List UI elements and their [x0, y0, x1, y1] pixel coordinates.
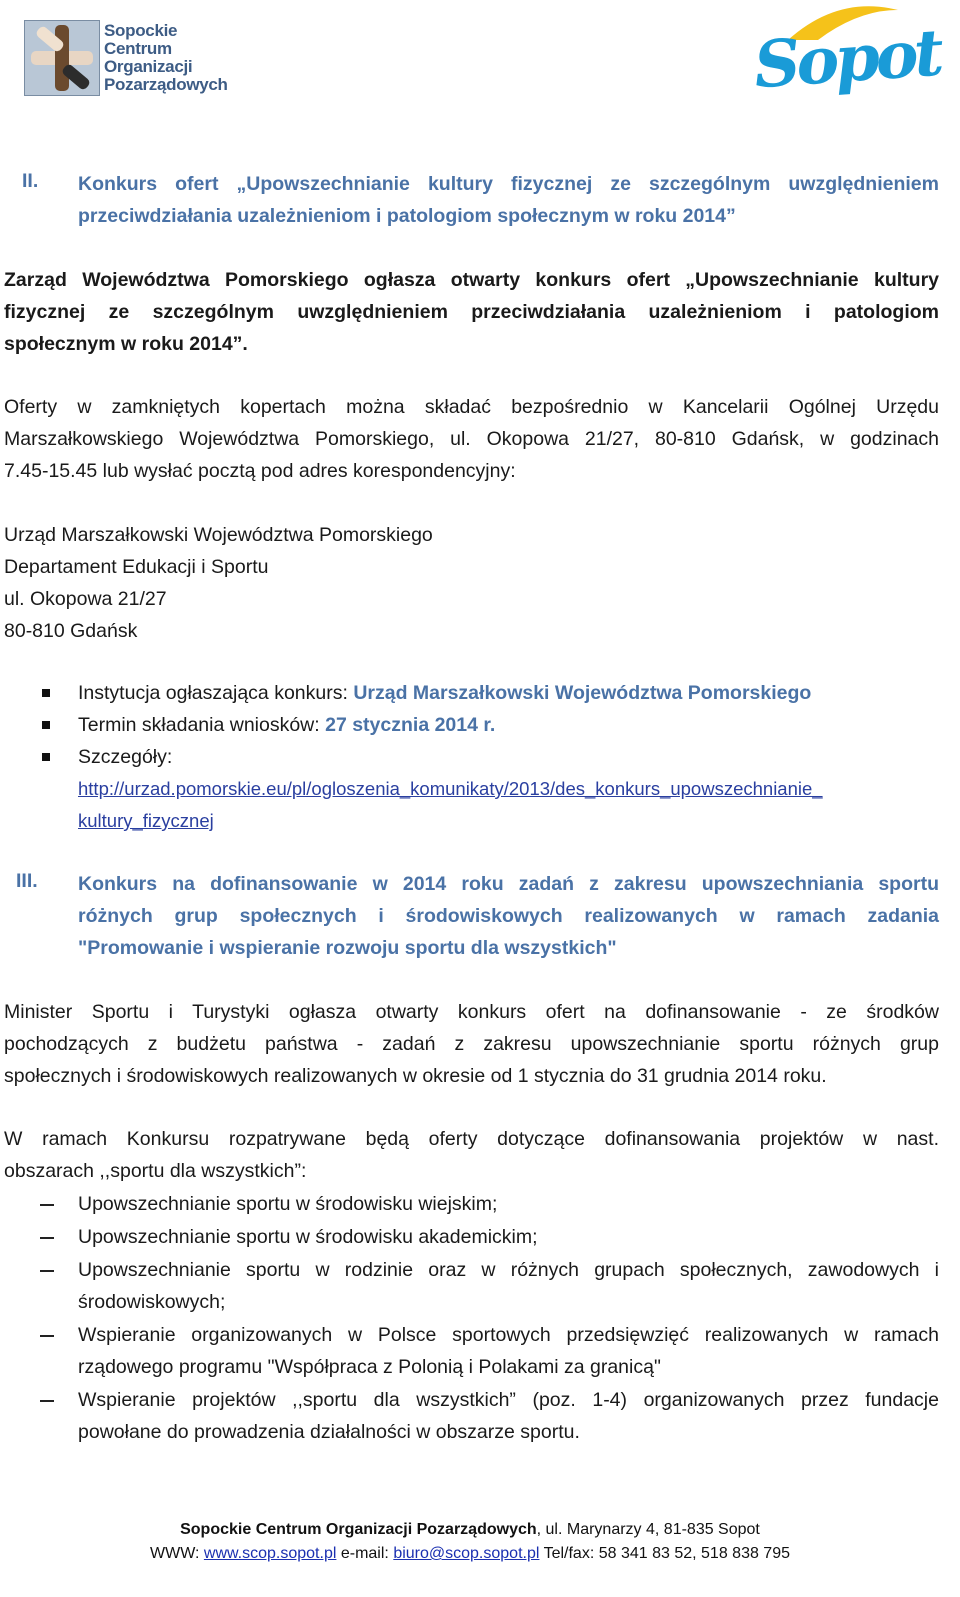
footer-email-label: e-mail:	[336, 1545, 394, 1562]
area-item: Upowszechnianie sportu w środowisku akademickim;	[78, 1226, 538, 1248]
area-item-cont: środowiskowych;	[78, 1291, 226, 1313]
bullet-icon	[42, 689, 50, 697]
section-2-intro-line2: fizycznej ze szczególnym uwzględnieniem przeciwdziałania uzależnieniom i patologiom	[4, 301, 939, 323]
section-2-intro-line1: Zarząd Województwa Pomorskiego ogłasza otwarty konkurs ofert „Upowszechnianie kultury	[4, 269, 939, 291]
footer-address: , ul. Marynarzy 4, 81-835 Sopot	[536, 1521, 760, 1538]
address-line: Departament Edukacji i Sportu	[4, 556, 269, 578]
address-line: ul. Okopowa 21/27	[4, 588, 167, 610]
area-item-cont: rządowego programu "Współpraca z Polonią i Polakami za granicą"	[78, 1356, 661, 1378]
details-label: Szczegóły:	[78, 746, 173, 768]
section-3-intro-line1: Minister Sportu i Turystyki ogłasza otwarty konkurs ofert na dofinansowanie - ze środków	[4, 1001, 939, 1023]
section-3-intro-line2: pochodzących z budżetu państwa - zadań z zakresu upowszechnianie sportu różnych grup	[4, 1033, 939, 1055]
address-line: 80-810 Gdańsk	[4, 620, 138, 642]
scop-logo	[24, 20, 228, 98]
institution-label: Instytucja ogłaszająca konkurs:	[78, 682, 354, 704]
areas-line2: obszarach ,,sportu dla wszystkich”:	[4, 1160, 307, 1182]
area-item: Upowszechnianie sportu w środowisku wiejskim;	[78, 1193, 498, 1215]
footer-tel: Tel/fax: 58 341 83 52, 518 838 795	[539, 1545, 790, 1562]
section-3-title-line2: różnych grup społecznych i środowiskowych realizowanych w ramach zadania	[78, 905, 939, 927]
institution-value: Urząd Marszałkowski Województwa Pomorskiego	[353, 682, 812, 704]
deadline-item	[78, 709, 495, 741]
footer-line1	[0, 1518, 940, 1541]
bullet-icon	[42, 753, 50, 761]
area-item: Upowszechnianie sportu w rodzinie oraz w różnych grupach społecznych, zawodowych i	[78, 1259, 939, 1281]
section-3-intro-line3: społecznych i środowiskowych realizowanych w okresie od 1 stycznia do 31 grudnia 2014 roku.	[4, 1065, 827, 1087]
offer-text-line2: Marszałkowskiego Województwa Pomorskiego, ul. Okopowa 21/27, 80-810 Gdańsk, w godzinach	[4, 428, 939, 450]
dash-icon	[40, 1204, 54, 1206]
dash-icon	[40, 1400, 54, 1402]
dash-icon	[40, 1270, 54, 1272]
address-line: Urząd Marszałkowski Województwa Pomorskiego	[4, 524, 433, 546]
hands-logo-image	[24, 20, 100, 96]
sopot-logo-text: Sopot	[751, 15, 943, 104]
offer-text-line1: Oferty w zamkniętych kopertach można składać bezpośrednio w Kancelarii Ogólnej Urzędu	[4, 396, 939, 418]
institution-item	[78, 677, 811, 709]
footer-www-link[interactable]: www.scop.sopot.pl	[203, 1545, 337, 1562]
scop-logo-text: Sopockie Centrum Organizacji Pozarządowych	[104, 21, 228, 94]
dash-icon	[40, 1335, 54, 1337]
section-3-numeral: III.	[16, 870, 38, 892]
deadline-value: 27 stycznia 2014 r.	[325, 714, 496, 736]
offer-text-line3: 7.45-15.45 lub wysłać pocztą pod adres korespondencyjny:	[4, 460, 516, 482]
section-2-intro-line3: społecznym w roku 2014”.	[4, 333, 248, 355]
area-item: Wspieranie projektów ,,sportu dla wszystkich” (poz. 1-4) organizowanych przez fundacje	[78, 1389, 939, 1411]
section-2-title-line2: przeciwdziałania uzależnieniom i patologiom społecznym w roku 2014”	[78, 205, 736, 227]
footer-email-link[interactable]: biuro@scop.sopot.pl	[393, 1545, 540, 1562]
footer-line2	[0, 1542, 940, 1565]
section-3-title-line1: Konkurs na dofinansowanie w 2014 roku zadań z zakresu upowszechniania sportu	[78, 873, 939, 895]
details-link-line2[interactable]: kultury_fizycznej	[78, 810, 214, 831]
section-3-title-line3: "Promowanie i wspieranie rozwoju sportu dla wszystkich"	[78, 937, 617, 959]
details-link-line1[interactable]: http://urzad.pomorskie.eu/pl/ogloszenia_komunikaty/2013/des_konkurs_upowszechnianie_	[78, 778, 823, 799]
areas-line1: W ramach Konkursu rozpatrywane będą oferty dotyczące dofinansowania projektów w nast.	[4, 1128, 939, 1150]
footer-www-label: WWW:	[149, 1545, 204, 1562]
area-item: Wspieranie organizowanych w Polsce sportowych przedsięwzięć realizowanych w ramach	[78, 1324, 939, 1346]
sopot-logo	[748, 0, 943, 112]
deadline-label: Termin składania wniosków:	[78, 714, 326, 736]
area-item-cont: powołane do prowadzenia działalności w obszarze sportu.	[78, 1421, 580, 1443]
section-2-numeral: II.	[22, 170, 39, 192]
bullet-icon	[42, 721, 50, 729]
section-2-title-line1: Konkurs ofert „Upowszechnianie kultury fizycznej ze szczególnym uwzględnieniem	[78, 173, 939, 195]
footer-org-name: Sopockie Centrum Organizacji Pozarządowych	[180, 1521, 537, 1538]
dash-icon	[40, 1237, 54, 1239]
